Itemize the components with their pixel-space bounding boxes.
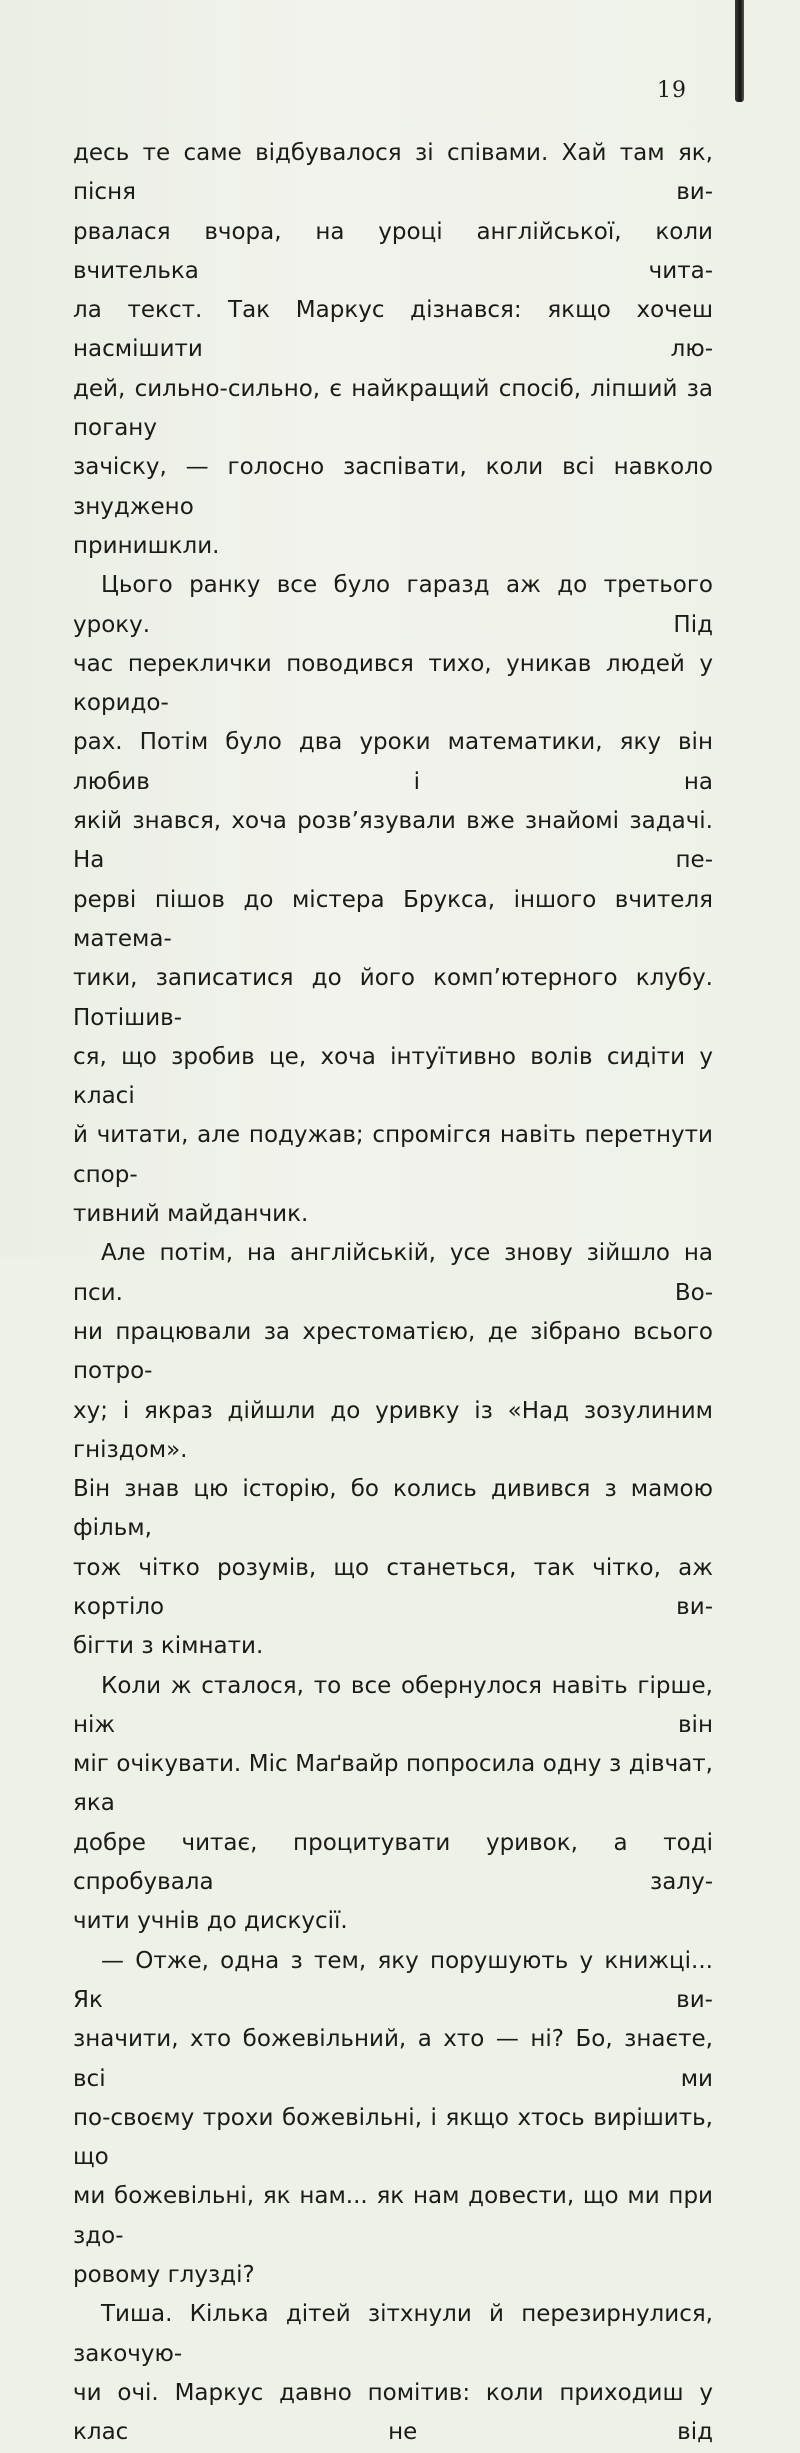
text-line: рерві пішов до містера Брукса, іншого вчителя матема-	[73, 886, 713, 952]
text-line: ни працювали за хрестоматією, де зібрано всього потро-	[73, 1318, 713, 1385]
text-line: тивний майданчик.	[73, 1201, 309, 1228]
text-line: рвалася вчора, на уроці англійської, коли вчителька чита-	[73, 218, 713, 284]
text-line: добре читає, процитувати уривок, а тоді спробувала залу-	[73, 1829, 713, 1896]
text-line: міг очікувати. Міс Маґвайр попросила одну з дівчат, яка	[73, 1751, 713, 1817]
text-line: рах. Потім було два уроки математики, яку він любив і на	[73, 729, 713, 795]
text-line: по-своєму трохи божевільні, і якщо хтось вирішить, що	[73, 2104, 713, 2171]
text-line: чи очі. Маркус давно помітив: коли приходиш у клас не від	[73, 2379, 713, 2446]
text-line: ми божевільні, як нам... як нам довести, що ми при здо-	[73, 2183, 713, 2249]
text-line: ху; і якраз дійшли до уривку із «Над зозулиним гніздом».	[73, 1397, 713, 1463]
text-line: Коли ж сталося, то все обернулося навіть гірше, ніж він	[73, 1672, 713, 1738]
text-line: тики, записатися до його комп’ютерного клубу. Потішив-	[73, 965, 713, 1031]
text-line: Цього ранку все було гаразд аж до третього уроку. Під	[73, 572, 713, 638]
text-line: Він знав цю історію, бо колись дивився з мамою фільм,	[73, 1476, 713, 1542]
text-line: тож чітко розумів, що станеться, так чітко, аж кортіло ви-	[73, 1554, 713, 1620]
text-line: ла текст. Так Маркус дізнався: якщо хочеш насмішити лю-	[73, 297, 713, 363]
text-line: зачіску, — голосно заспівати, коли всі навколо знуджено	[73, 454, 713, 520]
text-line: якій знався, хоча розв’язували вже знайомі задачі. На пе-	[73, 808, 713, 874]
text-line: десь те саме відбувалося зі співами. Хай там як, пісня ви-	[73, 140, 713, 206]
text-line: значити, хто божевільний, а хто — ні? Бо, знаєте, всі ми	[73, 2026, 713, 2092]
book-spine-edge	[735, 0, 744, 102]
page-number: 19	[657, 78, 687, 103]
text-line: — Отже, одна з тем, яку порушують у книжці... Як ви-	[73, 1947, 713, 2013]
text-line: дей, сильно-сильно, є найкращий спосіб, ліпший за погану	[73, 375, 713, 442]
text-line: ся, що зробив це, хоча інтуїтивно волів сидіти у класі	[73, 1043, 713, 1110]
body-text	[73, 134, 713, 2453]
text-line: бігти з кімнати.	[73, 1633, 264, 1660]
text-line: час переклички поводився тихо, уникав людей у коридо-	[73, 650, 713, 717]
text-line: Тиша. Кілька дітей зітхнули й перезирнулися, закочую-	[73, 2301, 713, 2367]
text-line: ровому глузді?	[73, 2262, 255, 2289]
text-line: Але потім, на англійській, усе знову зійшло на пси. Во-	[73, 1240, 713, 1306]
text-line: й читати, але подужав; спромігся навіть перетнути спор-	[73, 1122, 713, 1188]
text-line: чити учнів до дискусії.	[73, 1908, 348, 1935]
text-line: принишкли.	[73, 532, 220, 559]
